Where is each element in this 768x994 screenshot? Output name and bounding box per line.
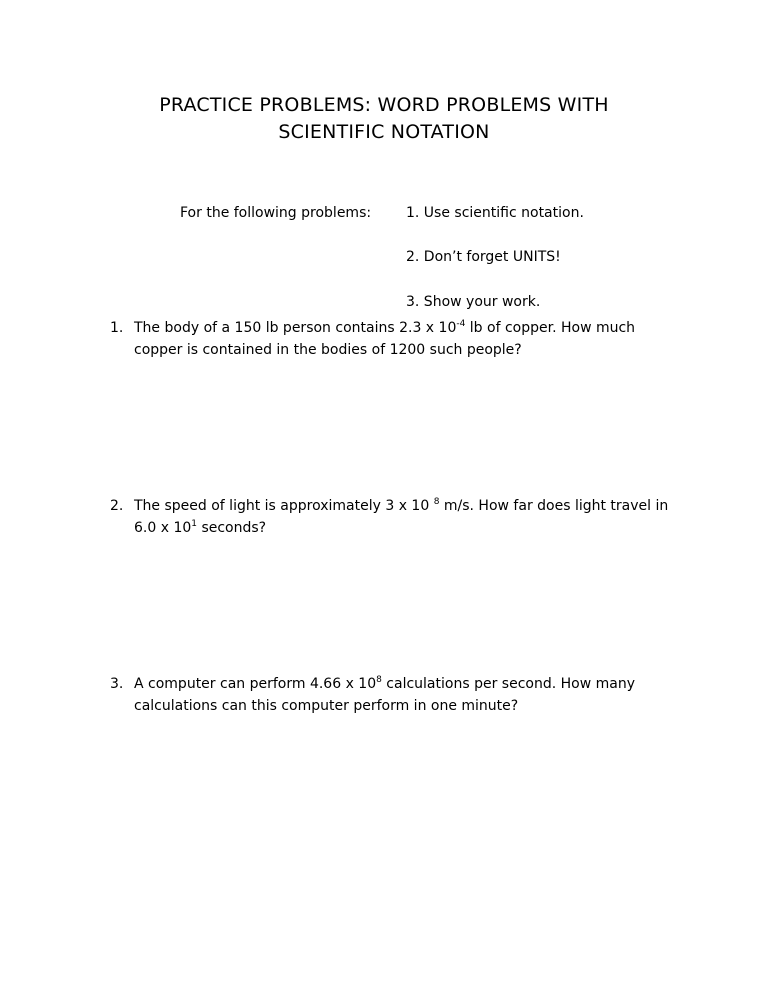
problem-text-segment: lb of copper. How much [465,320,636,336]
instruction-item: 1. Use scientific notation. [406,205,584,221]
problem-text-segment: 6.0 x 10 [134,520,192,536]
problem-text-segment: A computer can perform 4.66 x 10 [134,676,377,692]
problem-text [134,673,734,717]
problem-text [134,317,734,361]
problem-line-1 [134,317,734,339]
problem-text [134,495,734,539]
problem-text-segment: calculations per second. How many [381,676,635,692]
title-line-1: PRACTICE PROBLEMS: WORD PROBLEMS WITH [159,94,609,116]
problem-line-2 [134,517,734,539]
problem-line-2: copper is contained in the bodies of 1200 such people? [134,342,522,358]
problem-line-1 [134,495,734,517]
page-title [0,92,768,146]
problem-number: 3. [110,676,124,692]
problem-text-segment: The body of a 150 lb person contains 2.3 x 10 [134,320,457,336]
problem-number: 1. [110,320,124,336]
exponent: 8 [433,497,440,507]
problem-line-1 [134,673,734,695]
instructions-label: For the following problems: [180,205,372,221]
exponent: 8 [376,675,382,685]
problem-text-segment: The speed of light is approximately 3 x 10 [134,498,434,514]
problem-line-2: calculations can this computer perform in one minute? [134,698,519,714]
problem-text-segment: m/s. How far does light travel in [439,498,669,514]
exponent: -4 [456,319,466,329]
instruction-item: 2. Don’t forget UNITS! [406,249,561,265]
problem-number: 2. [110,498,124,514]
exponent: 1 [191,519,197,529]
title-line-2: SCIENTIFIC NOTATION [278,121,490,143]
problem-text-segment: seconds? [197,520,267,536]
instruction-item: 3. Show your work. [406,294,541,310]
